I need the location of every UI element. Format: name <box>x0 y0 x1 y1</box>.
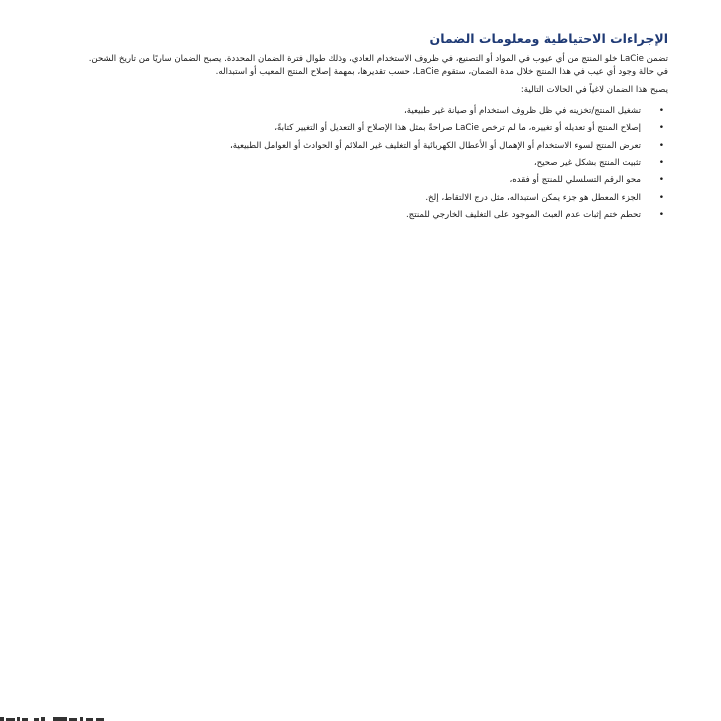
list-item <box>82 192 668 205</box>
condition-text: الجزء المعطل هو جزء يمكن استبداله، مثل درج الالتقاط، إلخ. <box>425 192 641 203</box>
void-conditions-list <box>82 105 668 221</box>
warranty-section <box>82 30 668 226</box>
bullet-icon: • <box>658 209 664 220</box>
bullet-icon: • <box>658 192 664 203</box>
section-title: الإجراءات الاحتياطية ومعلومات الضمان <box>429 31 668 46</box>
condition-text: تثبيت المنتج بشكل غير صحيح، <box>533 157 641 168</box>
condition-text: تحطم ختم إثبات عدم العبث الموجود على التغليف الخارجي للمنتج. <box>405 209 641 220</box>
bullet-icon: • <box>658 106 664 117</box>
list-item <box>82 157 668 170</box>
condition-text: محو الرقم التسلسلي للمنتج أو فقده، <box>509 175 641 186</box>
bullet-icon: • <box>658 140 664 151</box>
list-item <box>82 209 668 222</box>
bullet-icon: • <box>658 175 664 186</box>
void-conditions-intro: يصبح هذا الضمان لاغياً في الحالات التالية: <box>520 85 668 95</box>
list-item <box>82 122 668 135</box>
bullet-icon: • <box>658 157 664 168</box>
warranty-paragraph-1: تضمن LaCie خلو المنتج من أي عيوب في المواد أو التصنيع، في ظروف الاستخدام العادي، وذلك طوال فترة الضمان المحددة. يصبح الضمان ساريًا من تاريخ الشحن. <box>88 54 668 64</box>
list-item <box>82 174 668 187</box>
list-item <box>82 140 668 153</box>
condition-text: إصلاح المنتج أو تعديله أو تغييره، ما لم ترخص LaCie صراحةً بمثل هذا الإصلاح أو التعديل أو التغيير كتابةً، <box>274 123 641 134</box>
cropped-footer-text <box>0 716 110 721</box>
condition-text: تشغيل المنتج/تخزينه في ظل ظروف استخدام أو صيانة غير طبيعية، <box>404 106 641 117</box>
list-item <box>82 105 668 118</box>
bullet-icon: • <box>658 123 664 134</box>
warranty-paragraph-2: في حالة وجود أي عيب في هذا المنتج خلال مدة الضمان، ستقوم LaCie، حسب تقديرها، بمهمة إصلاح المنتج المعيب أو استبداله. <box>215 66 668 77</box>
condition-text: تعرض المنتج لسوء الاستخدام أو الإهمال أو الأعطال الكهربائية أو التغليف غير الملائم أو الحوادث أو العوامل الطبيعية، <box>229 140 641 151</box>
